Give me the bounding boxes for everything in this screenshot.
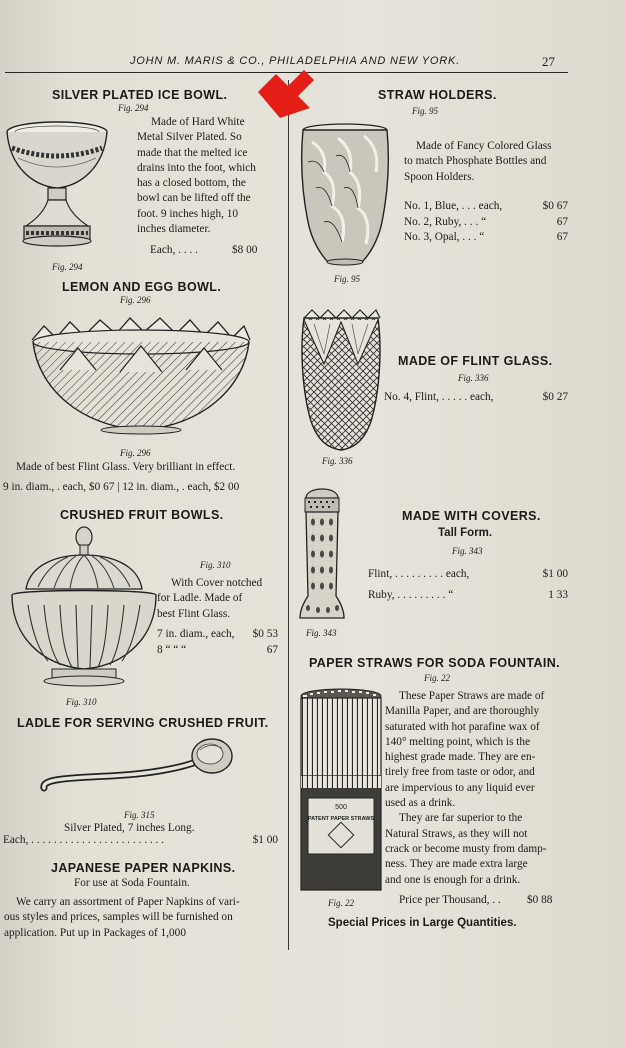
paper-straws-title: PAPER STRAWS FOR SODA FOUNTAIN. <box>309 656 561 670</box>
flint-glass-holder-illustration <box>300 308 382 454</box>
price-row <box>368 564 568 585</box>
price-label: Flint, . . . . . . . . . each, <box>368 568 470 580</box>
page-number: 27 <box>542 54 555 69</box>
covered-holder-illustration <box>296 486 348 624</box>
paper-straws-footer: Special Prices in Large Quantities. <box>328 917 517 929</box>
paper-straws-box-illustration <box>298 686 384 896</box>
ice-bowl-price: $8 00 <box>232 244 258 256</box>
desc-line: crack or become musty from damp- <box>385 842 547 855</box>
desc-line: Made of Hard White <box>151 116 245 128</box>
desc-line: Spoon Holders. <box>404 170 475 183</box>
ladle-fig-caption: Fig. 315 <box>124 810 155 820</box>
price-value: $1 00 <box>252 834 278 846</box>
lemon-bowl-description: Made of best Flint Glass. Very brilliant in effect. <box>16 461 236 473</box>
price-row <box>157 643 278 659</box>
desc-line: application. Put up in Packages of 1,000 <box>4 926 186 939</box>
price-label: 8 “ “ “ <box>157 643 187 656</box>
desc-line: These Paper Straws are made of <box>399 690 545 702</box>
ice-bowl-fig-caption: Fig. 294 <box>52 262 83 272</box>
straw-holders-price-list <box>404 199 568 246</box>
ice-bowl-description <box>137 115 277 237</box>
paper-straws-fig-label: Fig. 22 <box>424 673 450 683</box>
desc-line: Manilla Paper, and are thoroughly <box>385 705 540 718</box>
desc-line: Made of Fancy Colored Glass <box>416 140 552 152</box>
ice-bowl-title: SILVER PLATED ICE BOWL. <box>52 88 228 102</box>
ladle-description: Silver Plated, 7 inches Long. <box>64 822 195 834</box>
straw-holders-fig-label: Fig. 95 <box>412 106 438 116</box>
straw-holders-fig-caption: Fig. 95 <box>334 274 360 284</box>
column-divider <box>288 80 289 950</box>
desc-line: ous styles and prices, samples will be furnished on <box>4 911 233 924</box>
price-value: $0 27 <box>542 391 568 403</box>
ladle-title: LADLE FOR SERVING CRUSHED FRUIT. <box>17 716 269 730</box>
price-label: Each, . . . . . . . . . . . . . . . . . . . . . . . . <box>3 834 164 846</box>
crushed-fruit-title: CRUSHED FRUIT BOWLS. <box>60 508 224 522</box>
ladle-illustration <box>40 734 236 800</box>
lemon-bowl-fig-label: Fig. 296 <box>120 295 151 305</box>
lemon-bowl-illustration <box>30 318 252 436</box>
desc-line: and one is enough for a drink. <box>385 873 521 886</box>
ice-bowl-price-label: Each, . . . . <box>150 244 198 256</box>
paper-straws-description <box>385 689 570 888</box>
price-value: 1 33 <box>548 589 568 601</box>
box-label-text: PATENT PAPER STRAWS <box>307 816 375 822</box>
price-row <box>3 833 278 849</box>
crushed-fruit-prices <box>157 627 278 658</box>
desc-line: used as a drink. <box>385 797 456 810</box>
flint-glass-title: MADE OF FLINT GLASS. <box>398 354 553 368</box>
price-label: No. 2, Ruby, . . . “ <box>404 215 487 228</box>
desc-line: ness. They are made extra large <box>385 858 528 871</box>
desc-line: bowl can be lifted off the <box>137 192 251 205</box>
price-row <box>368 585 568 606</box>
price-value: $0 67 <box>542 200 568 212</box>
crushed-fruit-description <box>157 576 262 622</box>
price-label: No. 1, Blue, . . . each, <box>404 200 503 212</box>
flint-glass-fig-caption: Fig. 336 <box>322 456 353 466</box>
desc-line: Natural Straws, as they will not <box>385 827 528 840</box>
desc-line: With Cover notched <box>171 577 263 589</box>
price-value: 67 <box>266 643 278 656</box>
ladle-price-row <box>3 833 278 849</box>
desc-line: tirely free from taste or odor, and <box>385 766 535 779</box>
desc-line: We carry an assortment of Paper Napkins of vari- <box>16 896 240 908</box>
lemon-bowl-title: LEMON AND EGG BOWL. <box>62 280 222 294</box>
crushed-fruit-fig-caption: Fig. 310 <box>66 697 97 707</box>
napkins-description <box>4 895 240 941</box>
price-label: Ruby, . . . . . . . . . “ <box>368 589 454 601</box>
crushed-fruit-fig-label: Fig. 310 <box>200 560 231 570</box>
price-value: $1 00 <box>542 568 568 580</box>
price-row <box>384 390 568 406</box>
lemon-bowl-prices: 9 in. diam., . each, $0 67 | 12 in. diam., . each, $2 00 <box>3 481 240 493</box>
box-count-text: 500 <box>335 804 347 811</box>
desc-line: inches diameter. <box>137 223 211 236</box>
ice-bowl-fig-label: Fig. 294 <box>118 103 149 113</box>
desc-line: are impervious to any liquid ever <box>385 781 535 794</box>
desc-line: has a closed bottom, the <box>137 177 246 190</box>
desc-line: saturated with hot parafine wax of <box>385 720 540 733</box>
desc-line: made that the melted ice <box>137 146 248 159</box>
napkins-subtitle: For use at Soda Fountain. <box>74 877 190 889</box>
covers-subtitle: Tall Form. <box>438 527 493 539</box>
covers-price-list <box>368 564 568 606</box>
price-value: 67 <box>556 231 568 243</box>
lemon-bowl-fig-caption: Fig. 296 <box>120 448 151 458</box>
price-row <box>157 627 278 643</box>
desc-line: to match Phosphate Bottles and <box>404 155 547 168</box>
price-label: No. 3, Opal, . . . “ <box>404 231 485 243</box>
flint-glass-price-row <box>384 390 568 406</box>
desc-line: foot. 9 inches high, 10 <box>137 207 239 220</box>
desc-line: 140° melting point, which is the <box>385 735 531 748</box>
covers-fig-label: Fig. 343 <box>452 546 483 556</box>
desc-line: best Flint Glass. <box>157 607 231 620</box>
price-value: 67 <box>556 215 568 228</box>
desc-line: Metal Silver Plated. So <box>137 131 242 144</box>
ice-bowl-illustration <box>4 118 110 260</box>
paper-straws-fig-caption: Fig. 22 <box>328 898 354 908</box>
desc-line: drains into the foot, which <box>137 161 256 174</box>
desc-line: highest grade made. They are en- <box>385 751 536 764</box>
paper-straws-price: $0 88 <box>527 894 553 906</box>
desc-line: They are far superior to the <box>399 812 523 825</box>
price-row <box>404 230 568 246</box>
straw-holders-title: STRAW HOLDERS. <box>378 88 497 102</box>
desc-line: for Ladle. Made of <box>157 592 243 605</box>
price-row <box>404 199 568 215</box>
price-value: $0 53 <box>252 628 278 640</box>
running-header: JOHN M. MARIS & CO., PHILADELPHIA AND NEW YORK. <box>130 55 460 67</box>
price-row <box>404 215 568 231</box>
covers-fig-caption: Fig. 343 <box>306 628 337 638</box>
covers-title: MADE WITH COVERS. <box>402 509 541 523</box>
paper-straws-price-label: Price per Thousand, . . <box>399 894 501 906</box>
price-label: No. 4, Flint, . . . . . each, <box>384 391 494 403</box>
price-label: 7 in. diam., each, <box>157 628 235 640</box>
flint-glass-fig-label: Fig. 336 <box>458 373 489 383</box>
straw-holder-illustration <box>298 122 392 270</box>
straw-holders-description <box>404 139 552 185</box>
napkins-title: JAPANESE PAPER NAPKINS. <box>51 861 236 875</box>
crushed-fruit-bowl-illustration <box>8 525 156 693</box>
